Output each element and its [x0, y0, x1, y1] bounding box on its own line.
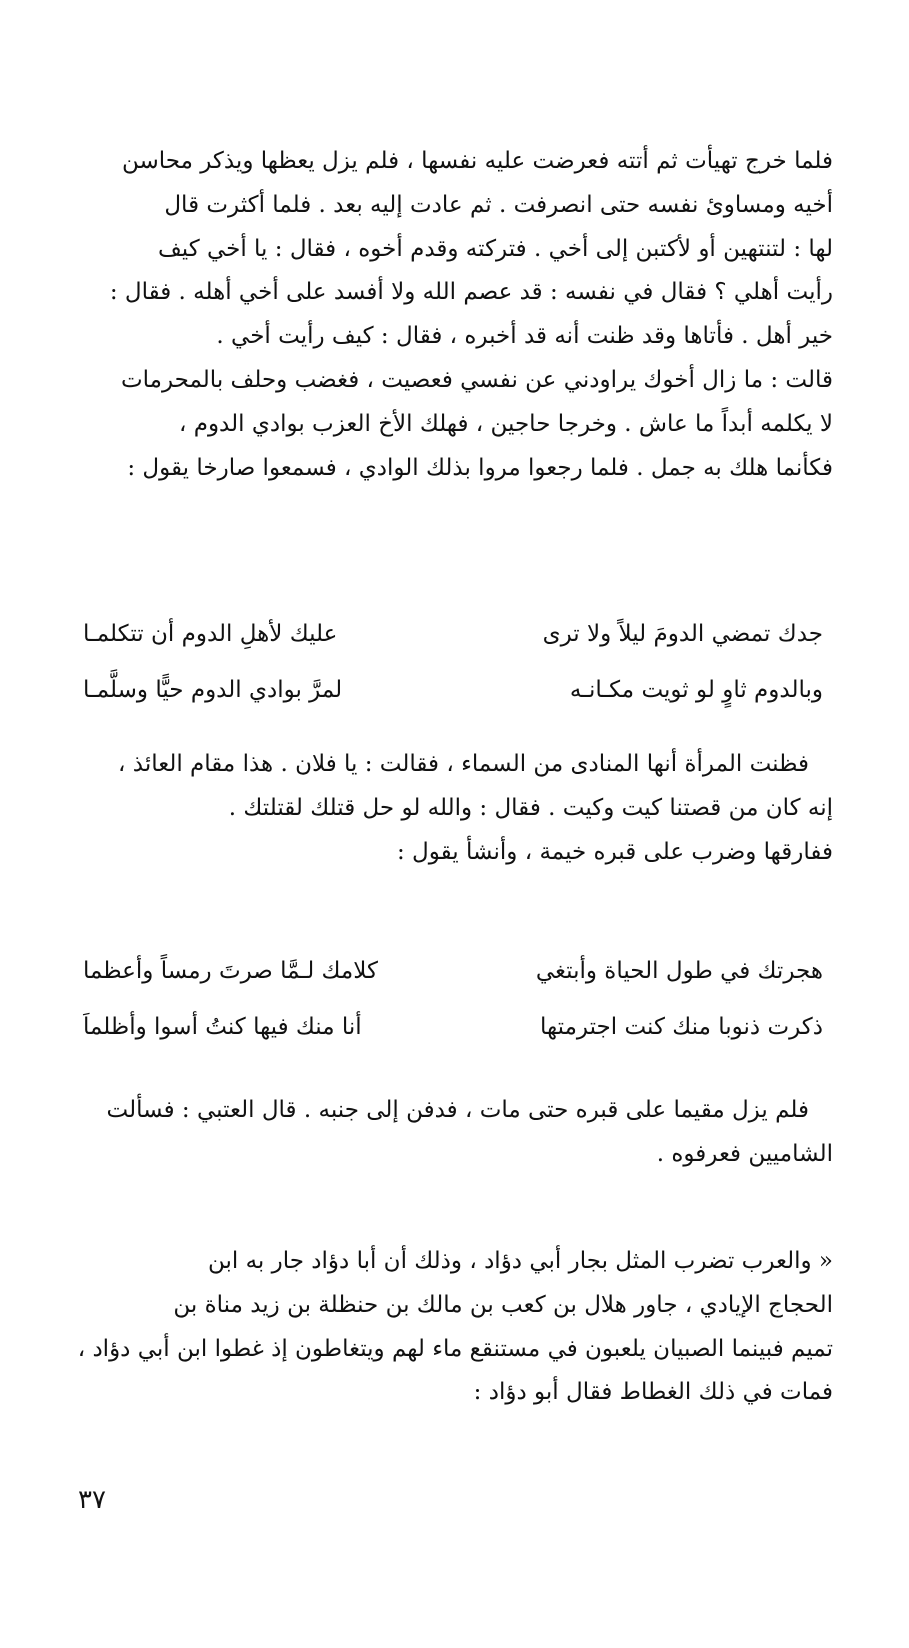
page-number: ٣٧: [78, 1485, 106, 1515]
text-line: الشاميين فعرفوه .: [656, 1140, 833, 1167]
verse-first-hemistich: وبالدوم ثاوٍ لو ثويت مكـانـه: [569, 677, 823, 703]
verse-second-hemistich: أنا منك فيها كنتُ أسوا وأظلماَ: [83, 1014, 362, 1040]
verse-second-hemistich: كلامك لـمَّا صرتَ رمساً وأعظما: [83, 958, 378, 984]
poem-verses-2: [83, 943, 823, 1055]
text-line: « والعرب تضرب المثل بجار أبي دؤاد ، وذلك أن أبا دؤاد جار به ابن: [207, 1248, 833, 1274]
text-line: الحجاج الإيادي ، جاور هلال بن كعب بن مالك بن حنظلة بن زيد مناة بن: [173, 1291, 833, 1318]
text-line: فظنت المرأة أنها المنادى من السماء ، فقالت : يا فلان . هذا مقام العائذ ،: [118, 751, 809, 777]
text-line: خير أهل . فأتاها وقد ظنت أنه قد أخبره ، فقال : كيف رأيت أخي .: [216, 323, 833, 350]
verse-first-hemistich: ذكرت ذنوبا منك كنت اجترمتها: [540, 1014, 823, 1040]
paragraph-story: [73, 140, 833, 490]
text-line: فلما خرج تهيأت ثم أتته فعرضت عليه نفسها ، فلم يزل يعظها ويذكر محاسن: [121, 148, 833, 174]
text-line: رأيت أهلي ؟ فقال في نفسه : قد عصم الله ولا أفسد على أخي أهله . فقال :: [109, 279, 833, 306]
paragraph-ending: [73, 1089, 833, 1177]
verse-line: [83, 943, 823, 999]
verse-first-hemistich: هجرتك في طول الحياة وأبتغي: [535, 958, 823, 984]
text-line: إنه كان من قصتنا كيت وكيت . فقال : والله لو حل قتلك لقتلتك .: [228, 794, 833, 821]
verse-second-hemistich: عليك لأهلِ الدوم أن تتكلمـا: [83, 621, 338, 647]
verse-line: [83, 662, 823, 718]
verse-second-hemistich: لمرَّ بوادي الدوم حيًّا وسلَّمـا: [83, 677, 343, 703]
text-line: لها : لتنتهين أو لأكتبن إلى أخي . فتركته وقدم أخوه ، فقال : يا أخي كيف: [157, 235, 833, 262]
text-line: فمات في ذلك الغطاط فقال أبو دؤاد :: [473, 1379, 833, 1406]
text-line: ففارقها وضرب على قبره خيمة ، وأنشأ يقول :: [396, 838, 833, 865]
verse-first-hemistich: جدك تمضي الدومَ ليلاً ولا ترى: [542, 621, 823, 647]
verse-line: [83, 999, 823, 1055]
text-line: قالت : ما زال أخوك يراودني عن نفسي فعصيت ، فغضب وحلف بالمحرمات: [120, 366, 833, 393]
poem-verses-1: [83, 606, 823, 718]
text-line: أخيه ومساوئ نفسه حتى انصرفت . ثم عادت إليه بعد . فلما أكثرت قال: [164, 191, 833, 218]
text-line: تميم فبينما الصبيان يلعبون في مستنقع ماء لهم ويتغاطون إذ غطوا ابن أبي دؤاد ،: [77, 1335, 833, 1362]
verse-line: [83, 606, 823, 662]
text-line: فكأنما هلك به جمل . فلما رجعوا مروا بذلك الوادي ، فسمعوا صارخا يقول :: [127, 454, 833, 481]
paragraph-woman-reply: [73, 743, 833, 874]
text-line: فلم يزل مقيما على قبره حتى مات ، فدفن إلى جنبه . قال العتبي : فسألت: [106, 1097, 809, 1123]
text-line: لا يكلمه أبداً ما عاش . وخرجا حاجين ، فهلك الأخ العزب بوادي الدوم ،: [178, 410, 833, 437]
paragraph-abu-duad: [73, 1240, 833, 1415]
